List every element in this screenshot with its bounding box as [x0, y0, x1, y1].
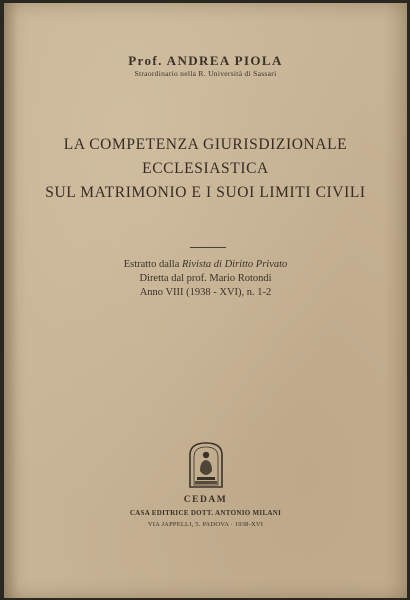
journal-issue: Anno VIII (1938 - XVI), n. 1-2 [139, 287, 272, 298]
title-line-2: ECCLESIASTICA [142, 160, 269, 177]
publisher-address: VIA JAPPELLI, 5. PADOVA · 1938-XVI [147, 521, 264, 528]
divider-rule [190, 247, 226, 248]
extract-source [4, 259, 407, 270]
journal-name: Rivista di Diritto Privato [182, 259, 288, 270]
publishing-house: CASA EDITRICE DOTT. ANTONIO MILANI [129, 509, 282, 517]
journal-director: Diretta dal prof. Mario Rotondi [139, 273, 272, 284]
title-line-3: SUL MATRIMONIO E I SUOI LIMITI CIVILI [45, 184, 366, 201]
book-cover [4, 3, 407, 598]
author-affiliation: Straordinario nella R. Università di Sassari [134, 69, 277, 78]
title-line-1: LA COMPETENZA GIURISDIZIONALE [63, 136, 348, 153]
extract-prefix: Estratto dalla [123, 259, 183, 270]
publisher-name: CEDAM [183, 495, 228, 505]
author-name: Prof. ANDREA PIOLA [128, 53, 283, 68]
publisher-emblem-icon [184, 441, 228, 489]
